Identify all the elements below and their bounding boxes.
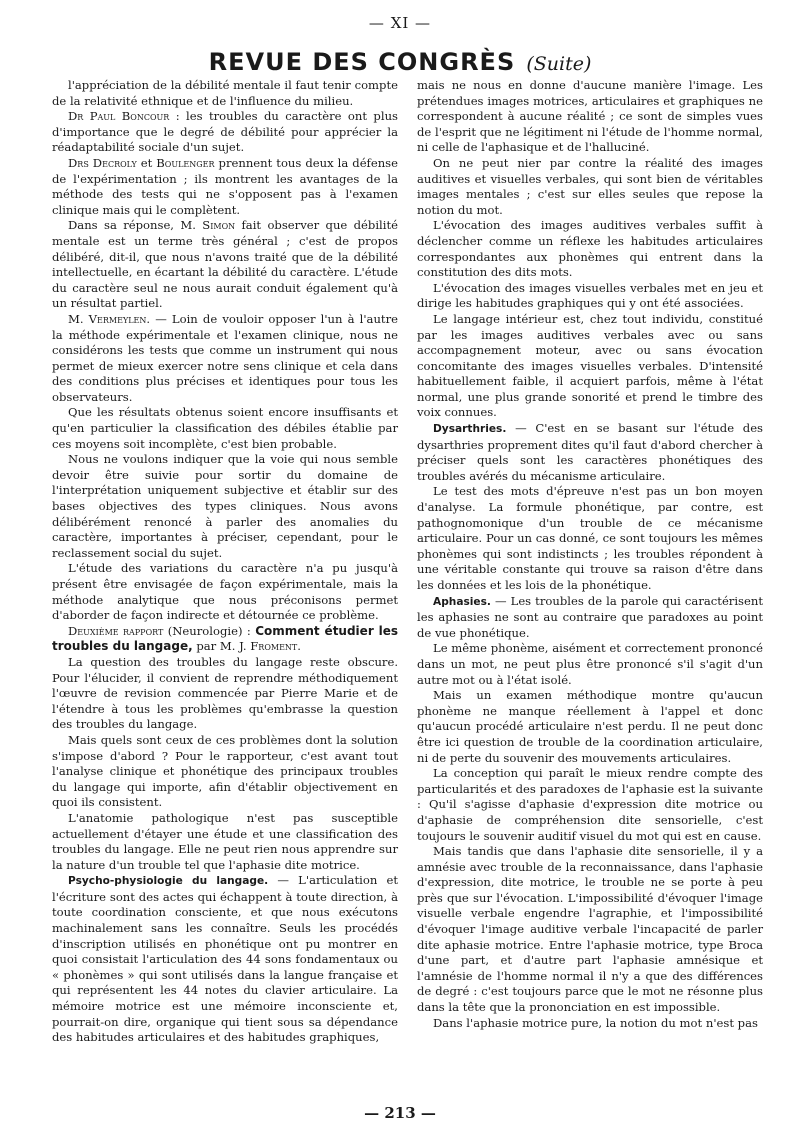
para-l3-run-1: et <box>136 155 157 170</box>
para-l3-run-0: Drs Decroly <box>68 155 137 170</box>
left-column <box>52 78 398 1046</box>
page-number: — 213 — <box>364 1104 436 1122</box>
para-l10 <box>52 655 398 733</box>
para-r2-run-0: On ne peut nier par contre la réalité des images auditives et visuelles verbales, qui sont bien de véritables images mentales ; c'est sur elles seules que repose la notion du mot. <box>417 155 763 217</box>
para-l11-run-0: Mais quels sont ceux de ces problèmes dont la solution s'impose d'abord ? Pour le rapporteur, c'est avant tout l'analyse clinique et phonétique des principaux troubles du langage qui importe, afin d'établir objectivement en quoi ils consistent. <box>52 732 398 810</box>
para-r12-run-0: Mais tandis que dans l'aphasie dite sensorielle, il y a amnésie avec trouble de la reconnaissance, dans l'aphasie d'expression, dite motrice, le trouble ne se porte à peu près que sur l'évocation. L'impossibilité d'évoquer l'image visuelle verbale engendre l'agraphie, et l'impossibilité d'évoquer l'image auditive verbale l'incapacité de parler dite aphasie motrice. Entre l'aphasie motrice, type Broca d'une part, et d'autre part l'aphasie amnésique et l'amnésie de l'homme normal il n'y a que des différences de degré : c'est toujours parce que le mot ne résonne plus dans la tête que la prononciation en est impossible. <box>417 844 763 1015</box>
para-l1 <box>52 78 398 109</box>
para-l11 <box>52 733 398 811</box>
para-l3-run-3: prennent tous deux la défense de l'expérimentation ; ils montrent les avantages de la méthode des tests qui ne s'opposent pas à l'examen clinique mais qui le complètent. <box>52 155 398 217</box>
para-r8 <box>417 594 763 642</box>
para-r10-run-0: Mais un examen méthodique montre qu'aucun phonème ne manque réellement à l'appel et donc qu'aucun procédé articulaire n'est perdu. Il ne peut donc être ici question de trouble de la coordination articulaire, ni de perte du souvenir des mouvements articulaires. <box>417 688 763 765</box>
para-r11-run-0: La conception qui paraît le mieux rendre compte des particularités et des paradoxes de l'aphasie est la suivante : Qu'il s'agisse d'aphasie d'expression dite motrice ou d'aphasie de compréhension dite sensorielle, c'est toujours le souvenir auditif visuel du mot qui est en cause. <box>417 766 763 843</box>
para-l13 <box>52 873 398 1046</box>
para-r5-run-0: Le langage intérieur est, chez tout individu, constitué par les images auditives verbales avec ou sans accompagnement moteur, avec ou sans évocation concomitante des images visuelles verbales. D'intensité habituellement faible, il acquiert parfois, même à l'état normal, une plus grande sonorité et prend le timbre des voix connues. <box>417 311 763 420</box>
para-l2-run-0: Dr Paul Boncour <box>68 109 170 124</box>
para-r8-run-1: — Les troubles de la parole qui caractérisent les aphasies ne sont au contraire que paradoxes au point de vue phonétique. <box>417 593 763 640</box>
para-l8 <box>52 561 398 623</box>
header-title: REVUE DES CONGRÈS <box>208 48 516 76</box>
para-r6 <box>417 421 763 484</box>
para-l2 <box>52 109 398 156</box>
para-l4 <box>52 218 398 312</box>
para-l7-run-0: Nous ne voulons indiquer que la voie qui nous semble devoir être suivie pour sortir du domaine de l'interprétation uniquement subjective et établir sur des bases objectives des types cliniques. Nous avons délibérément renoncé à parler des anomalies du caractère, importantes à préciser, cependant, pour le reclassement social du sujet. <box>52 452 398 560</box>
para-l13-run-1: — L'articulation et l'écriture sont des actes qui échappent à toute direction, à toute coordination consciente, et que nous exécutons machinalement sans les connaître. Seuls les procédés d'inscription utilisés en phonétique ont pu montrer en quoi consistait l'articulation des 44 sons fondamentaux ou « phonèmes » qui sont utilisés dans la langue française et qui représentent les 44 notes du clavier articulaire. La mémoire motrice est une mémoire inconsciente et, pourrait-on dire, organique qui tient sous sa dépendance des habitudes articulaires et des habitudes graphiques, <box>52 873 398 1045</box>
para-l9 <box>52 624 398 655</box>
para-l9-run-3: par M. J. <box>192 639 251 654</box>
para-r8-run-0: Aphasies. <box>433 595 491 608</box>
para-r6-run-0: Dysarthries. <box>433 423 507 436</box>
para-r3 <box>417 218 763 280</box>
para-r13 <box>417 1016 763 1032</box>
para-r5 <box>417 312 763 421</box>
header-suffix: (Suite) <box>526 53 592 75</box>
para-l8-run-0: L'étude des variations du caractère n'a pu jusqu'à présent être envisagée de façon expérimentale, mais la méthode analytique que nous préconisons permet d'aborder de façon indirecte et détournée ce problème. <box>52 561 398 623</box>
para-l9-run-1: (Neurologie) : <box>163 623 256 638</box>
para-l4-run-1: Simon <box>202 218 236 233</box>
para-l5-run-1: — Loin de vouloir opposer l'un à l'autre la méthode expérimentale et l'examen clinique, nous ne considérons les tests que comme un instrument qui nous permet de mieux exercer notre sens clinique et cela dans des conditions plus précises et identiques pour tous les observateurs. <box>52 311 398 404</box>
para-l13-run-0: Psycho-physiologie du langage. <box>68 875 269 888</box>
page-roman-number: — XI — <box>368 14 432 32</box>
page-header <box>0 48 800 76</box>
para-r3-run-0: L'évocation des images auditives verbales suffit à déclencher comme un réflexe les habitudes articulaires correspondantes aux phonèmes qui entrent dans la constitution des dits mots. <box>417 218 763 280</box>
para-l9-run-0: Deuxième rapport <box>68 623 164 638</box>
para-l3-run-2: Boulenger <box>156 155 215 170</box>
para-l5 <box>52 312 398 406</box>
para-l3 <box>52 156 398 218</box>
para-l2-run-1: : les troubles du caractère ont plus d'importance que le degré de débilité pour apprécier la réadaptabilité sociale d'un sujet. <box>52 109 398 155</box>
para-l12 <box>52 811 398 873</box>
para-r11 <box>417 766 763 844</box>
para-l4-run-0: Dans sa réponse, M. <box>68 218 203 233</box>
para-r7 <box>417 484 763 593</box>
para-l9-run-2: Comment étudier les troubles du langage, <box>52 623 399 654</box>
para-r2 <box>417 156 763 218</box>
para-r1-run-0: mais ne nous en donne d'aucune manière l'image. Les prétendues images motrices, articulaires et graphiques ne correspondent à aucune réalité ; ce sont de simples vues de l'esprit que ne légitiment ni l'étude de l'homme normal, ni celle de l'aphasique et de l'halluciné. <box>417 78 763 155</box>
para-r7-run-0: Le test des mots d'épreuve n'est pas un bon moyen d'analyse. La formule phonétique, par contre, est pathognomonique d'un trouble de ce mécanisme articulaire. Pour un cas donné, ce sont toujours les mêmes phonèmes qui sont indistincts ; les troubles répondent à une véritable constante qui trouve sa raison d'être dans les données et les lois de la phonétique. <box>417 484 763 592</box>
para-r4 <box>417 281 763 312</box>
para-r9 <box>417 641 763 688</box>
para-l6-run-0: Que les résultats obtenus soient encore insuffisants et qu'en particulier la classification des débiles établie par ces moyens soit incomplète, c'est bien probable. <box>52 405 398 451</box>
para-r13-run-0: Dans l'aphasie motrice pure, la notion du mot n'est pas <box>433 1015 758 1030</box>
para-l5-run-0: M. Vermeylen. <box>68 311 151 326</box>
right-column <box>417 78 763 1031</box>
para-l7 <box>52 452 398 561</box>
para-r9-run-0: Le même phonème, aisément et correctement prononcé dans un mot, ne peut plus être prononcé s'il s'agit d'un autre mot ou à l'état isolé. <box>417 641 763 687</box>
para-l12-run-0: L'anatomie pathologique n'est pas susceptible actuellement d'étayer une étude et une classification des troubles du langage. Elle ne peut rien nous apprendre sur la nature d'un trouble tel que l'aphasie dite motrice. <box>52 810 398 872</box>
para-l4-run-2: fait observer que débilité mentale est un terme très général ; c'est de propos délibéré, dit-il, que nous n'avons traité que de la débilité intellectuelle, en écartant la débilité du caractère. L'étude du caractère seul ne nous aurait conduit également qu'à un résultat partiel. <box>52 218 398 311</box>
para-r12 <box>417 844 763 1016</box>
para-r4-run-0: L'évocation des images visuelles verbales met en jeu et dirige les habitudes graphiques qui y ont été associées. <box>417 280 763 311</box>
para-l6 <box>52 405 398 452</box>
para-r10 <box>417 688 763 766</box>
para-l1-run-0: l'appréciation de la débilité mentale il faut tenir compte de la relativité ethnique et de l'influence du milieu. <box>52 78 398 108</box>
para-r6-run-1: — C'est en se basant sur l'étude des dysarthries proprement dites qu'il faut d'abord chercher à préciser quels sont les caractères phonétiques des troubles avérés du mécanisme articulaire. <box>417 421 763 483</box>
para-l9-run-4: Froment. <box>250 639 301 654</box>
para-r1 <box>417 78 763 156</box>
para-l10-run-0: La question des troubles du langage reste obscure. Pour l'élucider, il convient de reprendre méthodiquement l'œuvre de revision commencée par Pierre Marie et de l'étendre à tous les problèmes qu'embrasse la question des troubles du langage. <box>52 654 398 732</box>
